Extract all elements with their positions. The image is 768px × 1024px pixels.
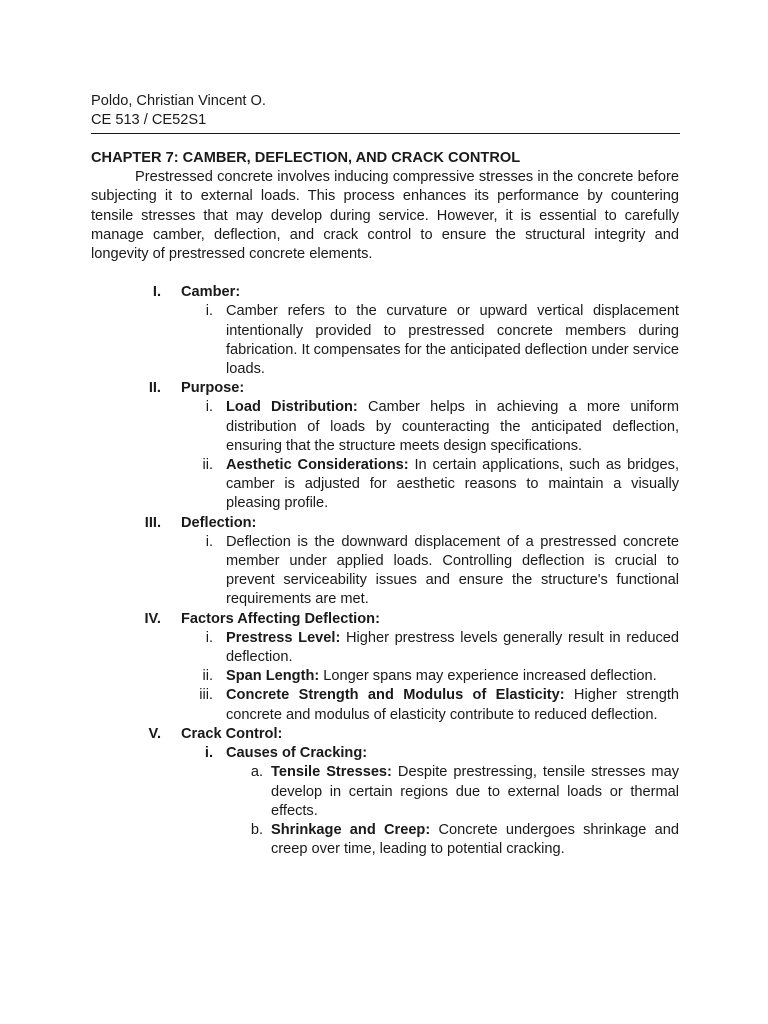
list-item <box>205 533 679 610</box>
sub-item-letter: a. <box>250 764 263 781</box>
sub-item-term: Tensile Stresses: <box>271 764 392 781</box>
item-number: i. <box>205 303 213 320</box>
item-number: i. <box>205 399 213 416</box>
item-title: Causes of Cracking: <box>226 745 368 762</box>
item-text: Deflection is the downward displacement of a prestressed concrete member under applied loads. Controlling deflection is crucial to prevent serviceability issues and ensure the structure's functional requirements are met. <box>226 533 679 608</box>
section-number: II. <box>148 380 161 397</box>
section-camber <box>91 283 679 302</box>
item-number: i. <box>205 629 213 646</box>
list-item <box>202 456 679 514</box>
item-text: Camber helps in achieving a more uniform distribution of loads by counteracting the anticipated deflection, ensuring that the structure meets design specifications. <box>226 399 679 454</box>
sub-list-item <box>250 821 679 859</box>
item-term: Span Length: <box>226 668 320 685</box>
section-deflection <box>91 514 679 533</box>
course-code: CE 513 / CE52S1 <box>91 112 207 128</box>
section-number: III. <box>144 514 161 531</box>
section-title: Camber: <box>181 284 241 301</box>
section-factors <box>91 610 679 629</box>
item-term: Load Distribution: <box>226 399 358 416</box>
list-item <box>204 744 679 763</box>
section-number: I. <box>152 284 161 301</box>
list-item <box>205 629 679 667</box>
item-number: i. <box>205 533 213 550</box>
section-purpose <box>91 379 679 398</box>
sub-list-item <box>250 763 679 821</box>
intro-paragraph: Prestressed concrete involves inducing compressive stresses in the concrete before subjecting it to external loads. This process enhances its performance by countering tensile stresses that may develop during service. However, it is essential to carefully manage camber, deflection, and crack control to ensure the structural integrity and longevity of prestressed concrete elements. <box>91 169 679 263</box>
sub-item-text: Concrete undergoes shrinkage and creep over time, leading to potential cracking. <box>271 821 679 858</box>
section-title: Factors Affecting Deflection: <box>181 610 380 627</box>
outline-list <box>91 283 679 859</box>
list-item <box>199 686 679 724</box>
sub-item-term: Shrinkage and Creep: <box>271 821 431 838</box>
item-text: Higher prestress levels generally result in reduced deflection. <box>226 629 679 666</box>
item-number: iii. <box>199 687 213 704</box>
author-name: Poldo, Christian Vincent O. <box>91 93 266 109</box>
list-item <box>205 302 679 379</box>
chapter-title: CHAPTER 7: CAMBER, DEFLECTION, AND CRACK CONTROL <box>91 150 521 166</box>
item-number: ii. <box>202 668 213 685</box>
sub-item-letter: b. <box>250 821 263 838</box>
item-text: Longer spans may experience increased deflection. <box>319 668 657 685</box>
item-text: Higher strength concrete and modulus of elasticity contribute to reduced deflection. <box>226 687 679 723</box>
section-number: IV. <box>144 610 161 627</box>
item-text: Camber refers to the curvature or upward vertical displacement intentionally provided to prestressed concrete members during fabrication. It compensates for the anticipated deflection under service loads. <box>226 303 679 378</box>
item-number: i. <box>204 745 213 762</box>
item-term: Concrete Strength and Modulus of Elasticity: <box>226 687 565 704</box>
list-item <box>202 667 679 686</box>
document-page <box>91 92 679 859</box>
section-title: Purpose: <box>181 380 245 397</box>
item-term: Aesthetic Considerations: <box>226 457 409 474</box>
sub-item-text: Despite prestressing, tensile stresses may develop in certain regions due to external loads or thermal effects. <box>271 764 679 819</box>
item-text: In certain applications, such as bridges, camber is adjusted for aesthetic reasons to maintain a visually pleasing profile. <box>226 457 679 512</box>
list-item <box>205 398 679 456</box>
header-divider <box>91 133 680 134</box>
item-number: ii. <box>202 457 213 474</box>
section-crack-control <box>91 725 679 744</box>
section-number: V. <box>148 725 161 742</box>
section-title: Deflection: <box>181 514 257 531</box>
section-title: Crack Control: <box>181 725 283 742</box>
item-term: Prestress Level: <box>226 629 341 646</box>
